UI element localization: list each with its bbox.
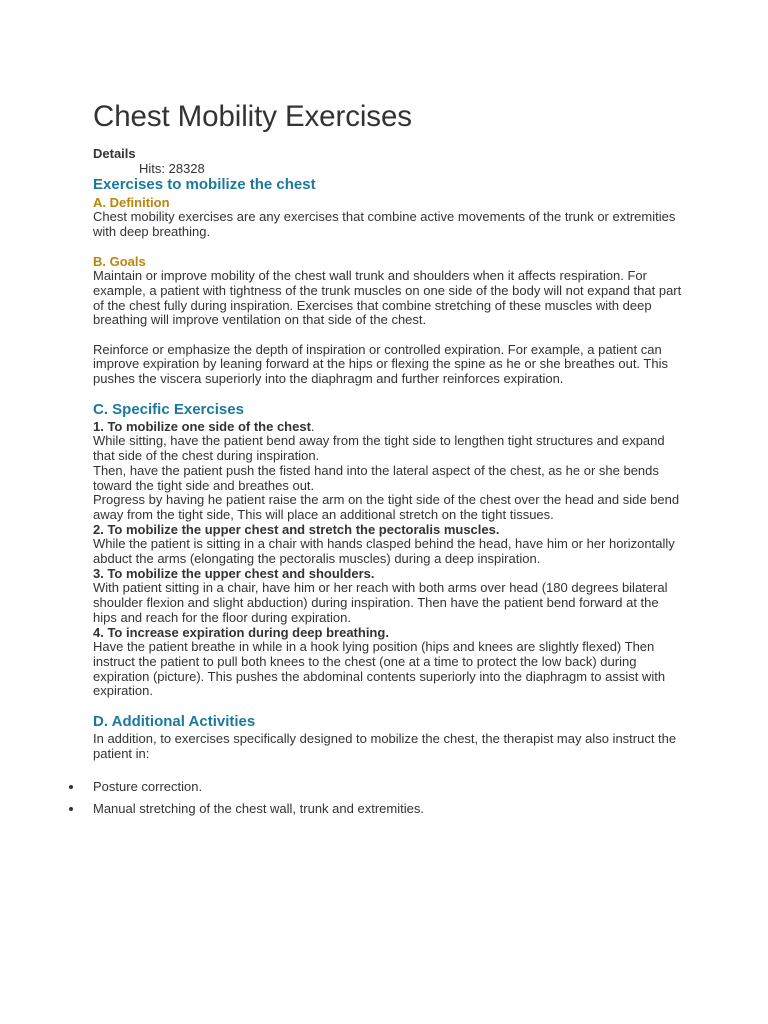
list-item xyxy=(93,801,683,816)
goals-paragraph-1: Maintain or improve mobility of the chest wall trunk and shoulders when it affects respiration. For example, a patient with tightness of the trunk muscles on one side of the body will not expand that part of the chest fully during inspiration. Exercises that combine stretching of these muscles with deep breathing will improve ventilation on that side of the chest. xyxy=(93,268,682,328)
list-item-text: Posture correction. xyxy=(93,779,203,795)
definition-text: Chest mobility exercises are any exercises that combine active movements of the trunk or extremities with deep breathing. xyxy=(93,209,676,239)
list-item xyxy=(93,779,683,794)
definition-heading: A. Definition xyxy=(93,195,170,210)
specific-exercises-heading: C. Specific Exercises xyxy=(93,400,244,418)
exercise-2-text: While the patient is sitting in a chair with hands clasped behind the head, have him or her horizontally abduct the arms (elongating the pectoralis muscles) during a deep inspiration. xyxy=(93,536,675,567)
spacer xyxy=(93,761,683,779)
exercise-3-title: 3. To mobilize the upper chest and shoulders. xyxy=(93,565,375,581)
goals-paragraph-2: Reinforce or emphasize the depth of inspiration or controlled expiration. For example, a patient can improve expiration by leaning forward at the hips or flexing the spine as he or she breathes out. This pushes the viscera superiorly into the diaphragm and further reinforces expiration. xyxy=(93,341,668,386)
hits-count: Hits: 28328 xyxy=(139,161,205,176)
bullet-icon xyxy=(69,785,73,789)
main-heading: Exercises to mobilize the chest xyxy=(93,176,316,193)
details-label: Details xyxy=(93,146,136,161)
page-title: Chest Mobility Exercises xyxy=(93,100,412,133)
spacer xyxy=(93,328,683,343)
exercise-4-text: Have the patient breathe in while in a hook lying position (hips and knees are slightly flexed) Then instruct the patient to pull both knees to the chest (one at a time to protect the low back) during expiration (picture). This pushes the abdominal contents superiorly into the diaphragm to assist with expiration. xyxy=(93,639,666,699)
spacer xyxy=(93,699,683,712)
exercise-3-text: With patient sitting in a chair, have him or her reach with both arms over head (180 degrees bilateral shoulder flexion and slight abduction) during inspiration. Then have the patient bend forward at the hips and reach for the floor during expiration. xyxy=(93,580,668,625)
bullet-icon xyxy=(69,807,73,811)
article-body xyxy=(93,175,683,823)
exercise-1-step-2: Then, have the patient push the fisted hand into the lateral aspect of the chest, as he or she bends toward the tight side and breathes out. xyxy=(93,462,659,493)
spacer xyxy=(93,239,683,254)
additional-intro: In addition, to exercises specifically designed to mobilize the chest, the therapist may also instruct the patient in: xyxy=(93,731,677,761)
goals-heading: B. Goals xyxy=(93,254,146,270)
exercise-1-step-1: While sitting, have the patient bend away from the tight side to lengthen tight structures and expand that side of the chest during inspiration. xyxy=(93,433,665,464)
exercise-4-title: 4. To increase expiration during deep breathing. xyxy=(93,624,389,640)
exercise-1-title-period: . xyxy=(310,418,315,434)
exercise-2-title: 2. To mobilize the upper chest and stretch the pectoralis muscles. xyxy=(93,521,500,537)
additional-list xyxy=(93,779,683,816)
list-item-text: Manual stretching of the chest wall, trunk and extremities. xyxy=(93,801,424,817)
exercise-1-title: 1. To mobilize one side of the chest xyxy=(93,418,311,434)
additional-activities-heading: D. Additional Activities xyxy=(93,713,256,731)
exercise-1-step-3: Progress by having he patient raise the arm on the tight side of the chest over the head and side bend away from the tight side, This will place an additional stretch on the tight tissues. xyxy=(93,492,680,522)
exercise-1-title-line xyxy=(93,420,683,435)
spacer xyxy=(93,387,683,400)
